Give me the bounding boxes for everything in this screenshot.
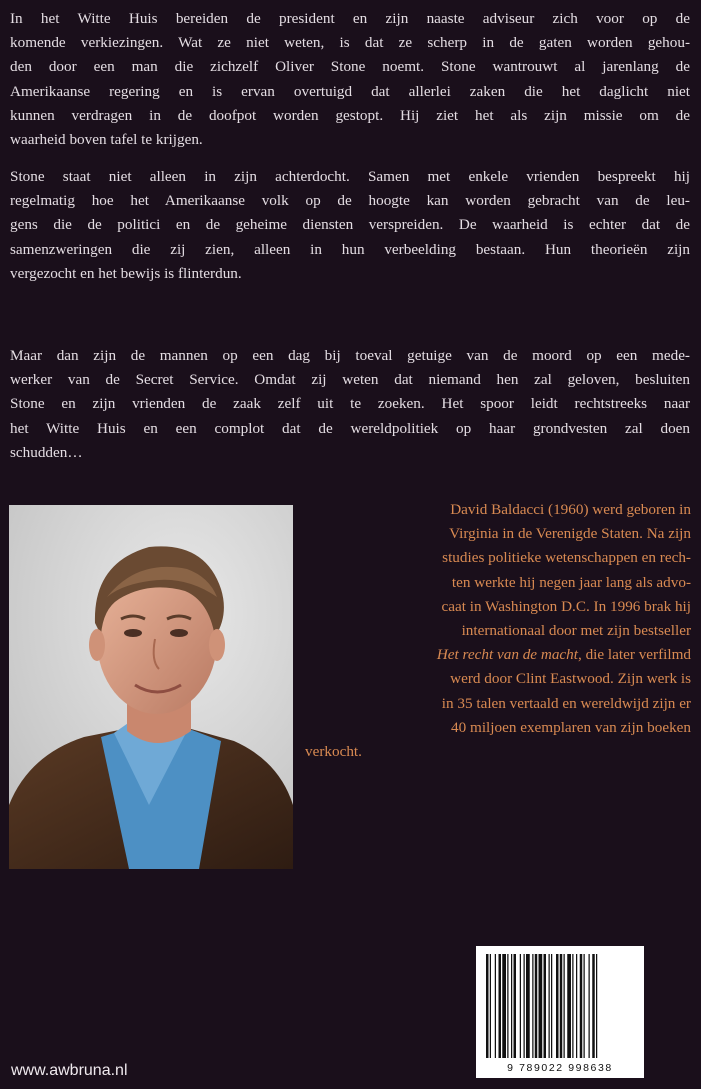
author-portrait-illustration [9, 505, 293, 869]
publisher-website: www.awbruna.nl [11, 1062, 128, 1079]
barcode-bar [511, 954, 512, 1058]
barcode-bar [589, 954, 590, 1058]
text-line: werker van de Secret Service. Omdat zij weten dat niemand hen zal geloven, besluiten [10, 371, 690, 389]
text-line: samenzweringen die zij zien, alleen in hun verbeelding bestaan. Hun theorieën zijn [10, 240, 690, 258]
text-line: vergezocht en het bewijs is flinterdun. [10, 264, 242, 282]
text-line: Stone en zijn vrienden de zaak zelf uit te zoeken. Het spoor leidt rechtstreeks naar [10, 395, 690, 413]
barcode-bar [592, 954, 595, 1058]
barcode-bar [584, 954, 585, 1058]
barcode-bar [551, 954, 552, 1058]
bio-line: 40 miljoen exemplaren van zijn boeken [451, 718, 691, 736]
barcode-bar [544, 954, 547, 1058]
blurb-paragraph-1 [10, 7, 690, 152]
bio-line: Virginia in de Verenigde Staten. Na zijn [449, 525, 691, 543]
barcode-bar [564, 954, 565, 1058]
barcode-bar [596, 954, 597, 1058]
text-line: den door een man die zichzelf Oliver Stone noemt. Stone wantrouwt al jarenlang de [10, 58, 690, 76]
bio-line: David Baldacci (1960) werd geboren in [450, 501, 691, 518]
bio-line: werd door Clint Eastwood. Zijn werk is [450, 670, 691, 688]
text-line: waarheid boven tafel te krijgen. [10, 131, 203, 149]
barcode-bar [526, 954, 530, 1058]
barcode-bar [502, 954, 506, 1058]
blurb-paragraph-2 [10, 165, 690, 286]
bio-line-with-title [305, 643, 691, 667]
barcode-bar [556, 954, 559, 1058]
text-line: In het Witte Huis bereiden de president en zijn naaste adviseur zich voor op de [10, 10, 690, 27]
bio-fragment: , die later verfilmd [577, 646, 691, 664]
author-photo [9, 505, 293, 869]
bio-line: studies politieke wetenschappen en rech- [442, 549, 691, 567]
bio-line: ten werkte hij negen jaar lang als advo- [451, 573, 691, 591]
text-line: Amerikaanse regering en is ervan overtuigd dat allerlei zaken die het daglicht niet [10, 82, 690, 100]
barcode-bar [549, 954, 550, 1058]
text-line: schudden… [10, 443, 83, 461]
text-line: regelmatig hoe het Amerikaanse volk op de hoogte kan worden gebracht van de leu- [10, 192, 690, 210]
barcode-bar [486, 954, 489, 1058]
barcode-bar [572, 954, 573, 1058]
bio-line: verkocht. [305, 743, 362, 761]
barcode-bar [524, 954, 525, 1058]
blurb-paragraph-3 [10, 344, 690, 465]
barcode-bar [490, 954, 491, 1058]
barcode-bar [514, 954, 517, 1058]
text-line: kunnen verdragen in de doofpot worden gestopt. Hij ziet het als zijn missie om de [10, 106, 690, 124]
barcode-bars [476, 946, 644, 1060]
barcode-bar [539, 954, 543, 1058]
text-line: Maar dan zijn de mannen op een dag bij toeval getuige van de moord op een mede- [10, 347, 690, 364]
barcode-bar [535, 954, 538, 1058]
isbn-number: 9 789022 998638 [507, 1062, 613, 1074]
barcode-bar [499, 954, 502, 1058]
barcode-bar [560, 954, 563, 1058]
barcode-bar [532, 954, 533, 1058]
bio-line: caat in Washington D.C. In 1996 brak hij [441, 597, 691, 615]
text-line: komende verkiezingen. Wat ze niet weten, is dat ze scherp in de gaten worden gehou- [10, 34, 690, 52]
bio-line: in 35 talen vertaald en wereldwijd zijn er [441, 694, 691, 712]
barcode-bar [520, 954, 521, 1058]
author-bio [305, 498, 691, 764]
barcode-bar [507, 954, 508, 1058]
book-title: Het recht van de macht [436, 646, 578, 664]
barcode-bar [580, 954, 583, 1058]
text-line: gens die de politici en de geheime diensten verspreiden. De waarheid is echter dat de [10, 216, 690, 234]
barcode [476, 946, 644, 1078]
text-line: het Witte Huis en een complot dat de wereldpolitiek op haar grondvesten zal doen [10, 419, 690, 437]
barcode-bar [567, 954, 571, 1058]
bio-line: internationaal door met zijn bestseller [461, 622, 691, 640]
text-line: Stone staat niet alleen in zijn achterdocht. Samen met enkele vrienden bespreekt hij [10, 168, 690, 185]
barcode-bar [495, 954, 496, 1058]
barcode-bar [576, 954, 577, 1058]
